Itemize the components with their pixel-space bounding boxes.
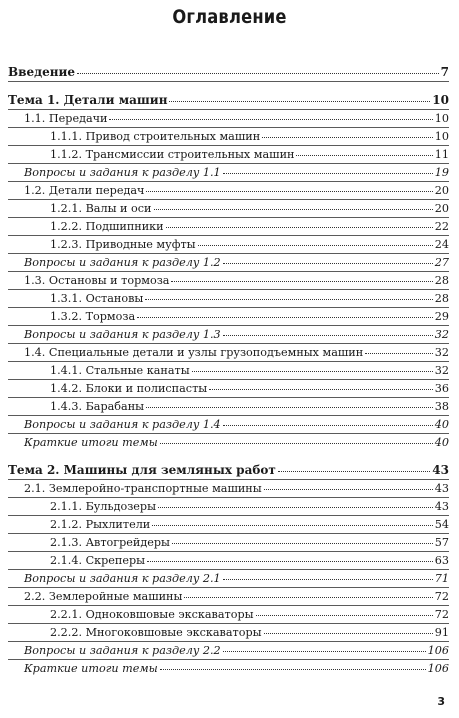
toc-chapter-entry[interactable] (8, 272, 449, 290)
toc-entry-title: 1.2.2. Подшипники (50, 220, 164, 233)
toc-entry-page: 72 (434, 608, 449, 621)
toc-chapter-entry[interactable] (8, 182, 449, 200)
toc-subchapter-entry[interactable] (8, 218, 449, 236)
toc-entry-title: 2.2. Землеройные машины (24, 590, 183, 603)
toc-entry-title: 1.3.1. Остановы (50, 292, 144, 305)
toc-subchapter-entry[interactable] (8, 498, 449, 516)
toc-subchapter-entry[interactable] (8, 236, 449, 254)
dot-leader (146, 407, 433, 408)
dot-leader (223, 425, 433, 426)
toc-questions-entry[interactable] (8, 254, 449, 272)
toc-entry-page: 20 (434, 184, 449, 197)
toc-entry-title: 2.2.2. Многоковшовые экскаваторы (50, 626, 262, 639)
toc-entry-title: 2.1. Землеройно-транспортные машины (24, 482, 262, 495)
toc-entry-page: 27 (434, 256, 449, 269)
toc-entry-page: 19 (434, 166, 449, 179)
toc-entry-title: Введение (8, 65, 76, 79)
toc-subchapter-entry[interactable] (8, 552, 449, 570)
dot-leader (147, 561, 433, 562)
toc-entry-page: 36 (434, 382, 449, 395)
toc-entry-page: 91 (434, 626, 449, 639)
dot-leader (109, 119, 432, 120)
dot-leader (264, 489, 433, 490)
toc-entry-page: 32 (434, 328, 449, 341)
toc-entry-title: 1.1.1. Привод строительных машин (50, 130, 261, 143)
toc-subchapter-entry[interactable] (8, 516, 449, 534)
toc-entry-title: Вопросы и задания к разделу 1.2 (24, 256, 221, 269)
toc-questions-entry[interactable] (8, 416, 449, 434)
toc-entry-page: 29 (434, 310, 449, 323)
toc-entry-page: 71 (434, 572, 449, 585)
toc-subchapter-entry[interactable] (8, 606, 449, 624)
toc-questions-entry[interactable] (8, 642, 449, 660)
dot-leader (278, 471, 431, 472)
dot-leader (198, 245, 433, 246)
toc-questions-entry[interactable] (8, 164, 449, 182)
toc-entry-title: Краткие итоги темы (24, 662, 158, 675)
toc-entry-page: 32 (434, 346, 449, 359)
dot-leader (296, 155, 432, 156)
dot-leader (160, 443, 433, 444)
toc-entry-page: 22 (434, 220, 449, 233)
toc-entry-page: 72 (434, 590, 449, 603)
dot-leader (192, 371, 433, 372)
toc-chapter-entry[interactable] (8, 110, 449, 128)
toc-subchapter-entry[interactable] (8, 624, 449, 642)
toc-subchapter-entry[interactable] (8, 308, 449, 326)
dot-leader (223, 335, 433, 336)
toc-entry-page: 40 (434, 436, 449, 449)
toc-subchapter-entry[interactable] (8, 128, 449, 146)
toc-entry-page: 10 (432, 93, 449, 107)
dot-leader (158, 507, 433, 508)
toc-entry-page: 20 (434, 202, 449, 215)
toc-entry-page: 28 (434, 292, 449, 305)
dot-leader (160, 669, 426, 670)
dot-leader (146, 191, 432, 192)
page-number: 3 (437, 695, 445, 708)
dot-leader (172, 543, 433, 544)
toc-entry-page: 43 (434, 482, 449, 495)
dot-leader (223, 579, 433, 580)
toc-questions-entry[interactable] (8, 434, 449, 452)
dot-leader (209, 389, 433, 390)
dot-leader (223, 263, 433, 264)
toc-entry-page: 40 (434, 418, 449, 431)
toc-entry-title: Тема 1. Детали машин (8, 93, 168, 107)
toc-entry-title: Вопросы и задания к разделу 1.3 (24, 328, 221, 341)
toc-entry-title: 1.1. Передачи (24, 112, 108, 125)
toc-entry-title: Краткие итоги темы (24, 436, 158, 449)
toc-subchapter-entry[interactable] (8, 146, 449, 164)
toc-questions-entry[interactable] (8, 326, 449, 344)
toc-entry-page: 32 (434, 364, 449, 377)
toc-entry-page: 106 (427, 662, 449, 675)
toc-chapter-entry[interactable] (8, 588, 449, 606)
dot-leader (223, 651, 426, 652)
dot-leader (262, 137, 433, 138)
toc-entry-page: 54 (434, 518, 449, 531)
toc-chapter-entry[interactable] (8, 480, 449, 498)
page-title: Оглавление (172, 6, 287, 28)
toc-entry-title: 1.4.3. Барабаны (50, 400, 145, 413)
toc-entry-page: 28 (434, 274, 449, 287)
toc-entry-title: Вопросы и задания к разделу 1.1 (24, 166, 221, 179)
toc-entry-title: 1.2. Детали передач (24, 184, 145, 197)
dot-leader (184, 597, 432, 598)
toc-entry-page: 7 (440, 65, 449, 79)
toc-subchapter-entry[interactable] (8, 362, 449, 380)
toc-chapter-entry[interactable] (8, 344, 449, 362)
toc-subchapter-entry[interactable] (8, 380, 449, 398)
toc-entry-title: 1.1.2. Трансмиссии строительных машин (50, 148, 295, 161)
toc-subchapter-entry[interactable] (8, 290, 449, 308)
dot-leader (365, 353, 433, 354)
toc-entry-page: 10 (434, 112, 449, 125)
toc-entry-title: Вопросы и задания к разделу 1.4 (24, 418, 221, 431)
toc-entry-title: 1.4.1. Стальные канаты (50, 364, 190, 377)
toc-entry-title: 2.1.2. Рыхлители (50, 518, 151, 531)
dot-leader (171, 281, 432, 282)
dot-leader (256, 615, 433, 616)
toc-entry-title: 1.3. Остановы и тормоза (24, 274, 170, 287)
dot-leader (152, 525, 432, 526)
toc-subchapter-entry[interactable] (8, 398, 449, 416)
toc-entry-page: 11 (434, 148, 449, 161)
toc-section-entry[interactable] (8, 64, 449, 82)
dot-leader (137, 317, 433, 318)
dot-leader (223, 173, 433, 174)
dot-leader (77, 73, 439, 74)
toc-entry-page: 24 (434, 238, 449, 251)
toc-entry-title: 1.3.2. Тормоза (50, 310, 136, 323)
toc-entry-title: Тема 2. Машины для земляных работ (8, 463, 276, 477)
toc-section-entry[interactable] (8, 92, 449, 110)
toc-section-entry[interactable] (8, 462, 449, 480)
toc-entry-page: 38 (434, 400, 449, 413)
toc-entry-title: 1.4.2. Блоки и полиспасты (50, 382, 208, 395)
toc-questions-entry[interactable] (8, 660, 449, 678)
dot-leader (145, 299, 432, 300)
toc-entry-title: 1.2.1. Валы и оси (50, 202, 152, 215)
toc-questions-entry[interactable] (8, 570, 449, 588)
dot-leader (169, 101, 430, 102)
toc-subchapter-entry[interactable] (8, 200, 449, 218)
toc-entry-title: 2.1.3. Автогрейдеры (50, 536, 170, 549)
toc-entry-title: Вопросы и задания к разделу 2.2 (24, 644, 221, 657)
toc-entry-title: 2.2.1. Одноковшовые экскаваторы (50, 608, 254, 621)
toc-entry-title: Вопросы и задания к разделу 2.1 (24, 572, 221, 585)
toc-entry-page: 43 (432, 463, 449, 477)
toc-entry-page: 57 (434, 536, 449, 549)
toc-entry-page: 10 (434, 130, 449, 143)
toc-entry-title: 2.1.4. Скреперы (50, 554, 146, 567)
toc-entry-page: 43 (434, 500, 449, 513)
toc-subchapter-entry[interactable] (8, 534, 449, 552)
dot-leader (154, 209, 433, 210)
dot-leader (166, 227, 433, 228)
toc-entry-title: 1.2.3. Приводные муфты (50, 238, 196, 251)
toc-entry-page: 63 (434, 554, 449, 567)
toc-entry-page: 106 (427, 644, 449, 657)
dot-leader (264, 633, 433, 634)
toc-entry-title: 1.4. Специальные детали и узлы грузоподъемных машин (24, 346, 364, 359)
toc-entry-title: 2.1.1. Бульдозеры (50, 500, 156, 513)
